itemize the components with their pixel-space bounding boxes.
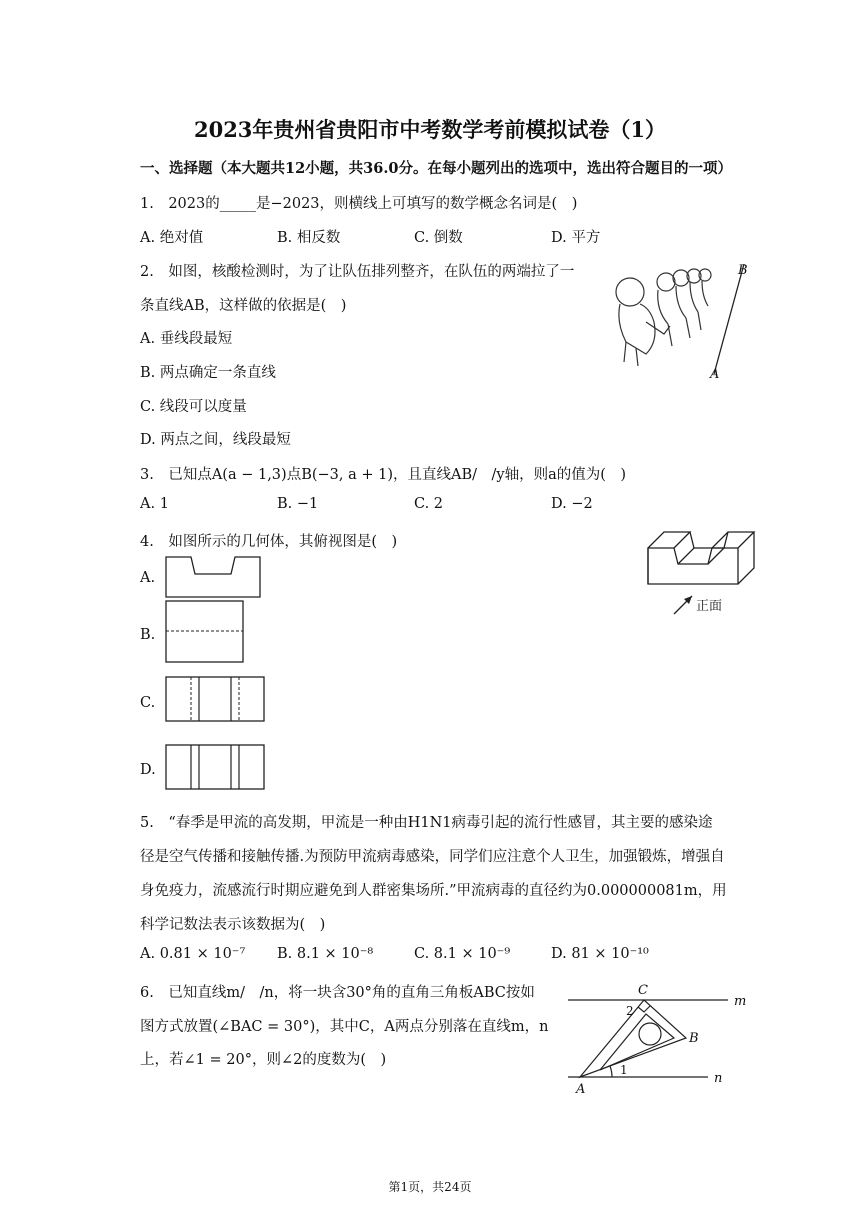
q5-line1: 5. “春季是甲流的高发期，甲流是一种由H1N1病毒引起的流行性感冒，其主要的感染途 [140, 815, 713, 831]
q4-option-b-figure[interactable] [165, 600, 245, 664]
q2-option-b[interactable]: B. 两点确定一条直线 [140, 365, 276, 381]
q5-line2: 径是空气传播和接触传播.为预防甲流病毒感染，同学们应注意个人卫生，加强锻炼，增强自 [140, 849, 725, 865]
q3-option-b[interactable]: B. −1 [277, 496, 319, 512]
q4-front-label: 正面 [696, 599, 723, 614]
q3-option-a[interactable]: A. 1 [140, 496, 169, 512]
section-heading: 一、选择题（本大题共12小题，共36.0分。在每小题列出的选项中，选出符合题目的一项） [140, 160, 732, 177]
q6-line2: 图方式放置(∠BAC = 30°)，其中C，A两点分别落在直线m，n [140, 1019, 549, 1035]
q4-option-a-label[interactable]: A. [140, 570, 156, 586]
q2-stem-line1: 2. 如图，核酸检测时，为了让队伍排列整齐，在队伍的两端拉了一 [140, 264, 575, 280]
q5-option-b[interactable]: B. 8.1 × 10⁻⁸ [277, 946, 374, 962]
q6-label-c: C [638, 983, 648, 998]
q5-line3: 身免疫力，流感流行时期应避免到人群密集场所.”甲流病毒的直径约为0.000000081m，用 [140, 883, 727, 899]
q3-option-c[interactable]: C. 2 [414, 496, 444, 512]
q1-option-b[interactable]: B. 相反数 [277, 230, 341, 246]
q4-option-c-figure[interactable] [165, 676, 265, 722]
q5-line4: 科学记数法表示该数据为( ) [140, 917, 326, 933]
q6-angle-2-label: 2 [626, 1004, 634, 1018]
q4-option-d-label[interactable]: D. [140, 762, 156, 778]
q1-option-d[interactable]: D. 平方 [551, 230, 601, 246]
q4-stem: 4. 如图所示的几何体，其俯视图是( ) [140, 534, 398, 550]
q2-option-c[interactable]: C. 线段可以度量 [140, 399, 247, 415]
q6-triangle-figure [568, 980, 760, 1098]
page-title: 2023年贵州省贵阳市中考数学考前模拟试卷（1） [193, 117, 667, 142]
page-footer: 第1页，共24页 [388, 1180, 472, 1194]
q5-option-d[interactable]: D. 81 × 10⁻¹⁰ [551, 946, 649, 962]
q4-option-b-label[interactable]: B. [140, 627, 156, 643]
q1-option-a[interactable]: A. 绝对值 [140, 230, 204, 246]
q6-label-n: n [714, 1071, 723, 1086]
q6-label-b: B [689, 1031, 699, 1046]
q4-option-d-figure[interactable] [165, 744, 265, 790]
q4-solid-figure [634, 524, 784, 620]
q2-option-d[interactable]: D. 两点之间，线段最短 [140, 432, 291, 448]
q6-line3: 上，若∠1 = 20°，则∠2的度数为( ) [140, 1052, 387, 1068]
q4-option-c-label[interactable]: C. [140, 695, 156, 711]
q2-label-a: A [710, 367, 720, 382]
q6-label-a: A [576, 1082, 586, 1097]
q2-label-b: B [738, 263, 748, 278]
q2-queue-figure [606, 262, 756, 382]
q5-option-c[interactable]: C. 8.1 × 10⁻⁹ [414, 946, 511, 962]
q6-line1: 6. 已知直线m/ /n，将一块含30°角的直角三角板ABC按如 [140, 985, 535, 1001]
q3-option-d[interactable]: D. −2 [551, 496, 593, 512]
q5-option-a[interactable]: A. 0.81 × 10⁻⁷ [140, 946, 246, 962]
q3-stem: 3. 已知点A(a − 1,3)点B(−3, a + 1)，且直线AB/ /y轴，则a的值为( ) [140, 467, 627, 483]
q6-angle-1-label: 1 [620, 1063, 628, 1077]
q2-option-a[interactable]: A. 垂线段最短 [140, 331, 233, 347]
q2-stem-line2: 条直线AB，这样做的依据是( ) [140, 298, 347, 314]
q1-stem: 1. 2023的_____是−2023，则横线上可填写的数学概念名词是( ) [140, 196, 578, 212]
q6-label-m: m [734, 994, 747, 1009]
q1-option-c[interactable]: C. 倒数 [414, 230, 463, 246]
q4-option-a-figure[interactable] [165, 556, 261, 598]
